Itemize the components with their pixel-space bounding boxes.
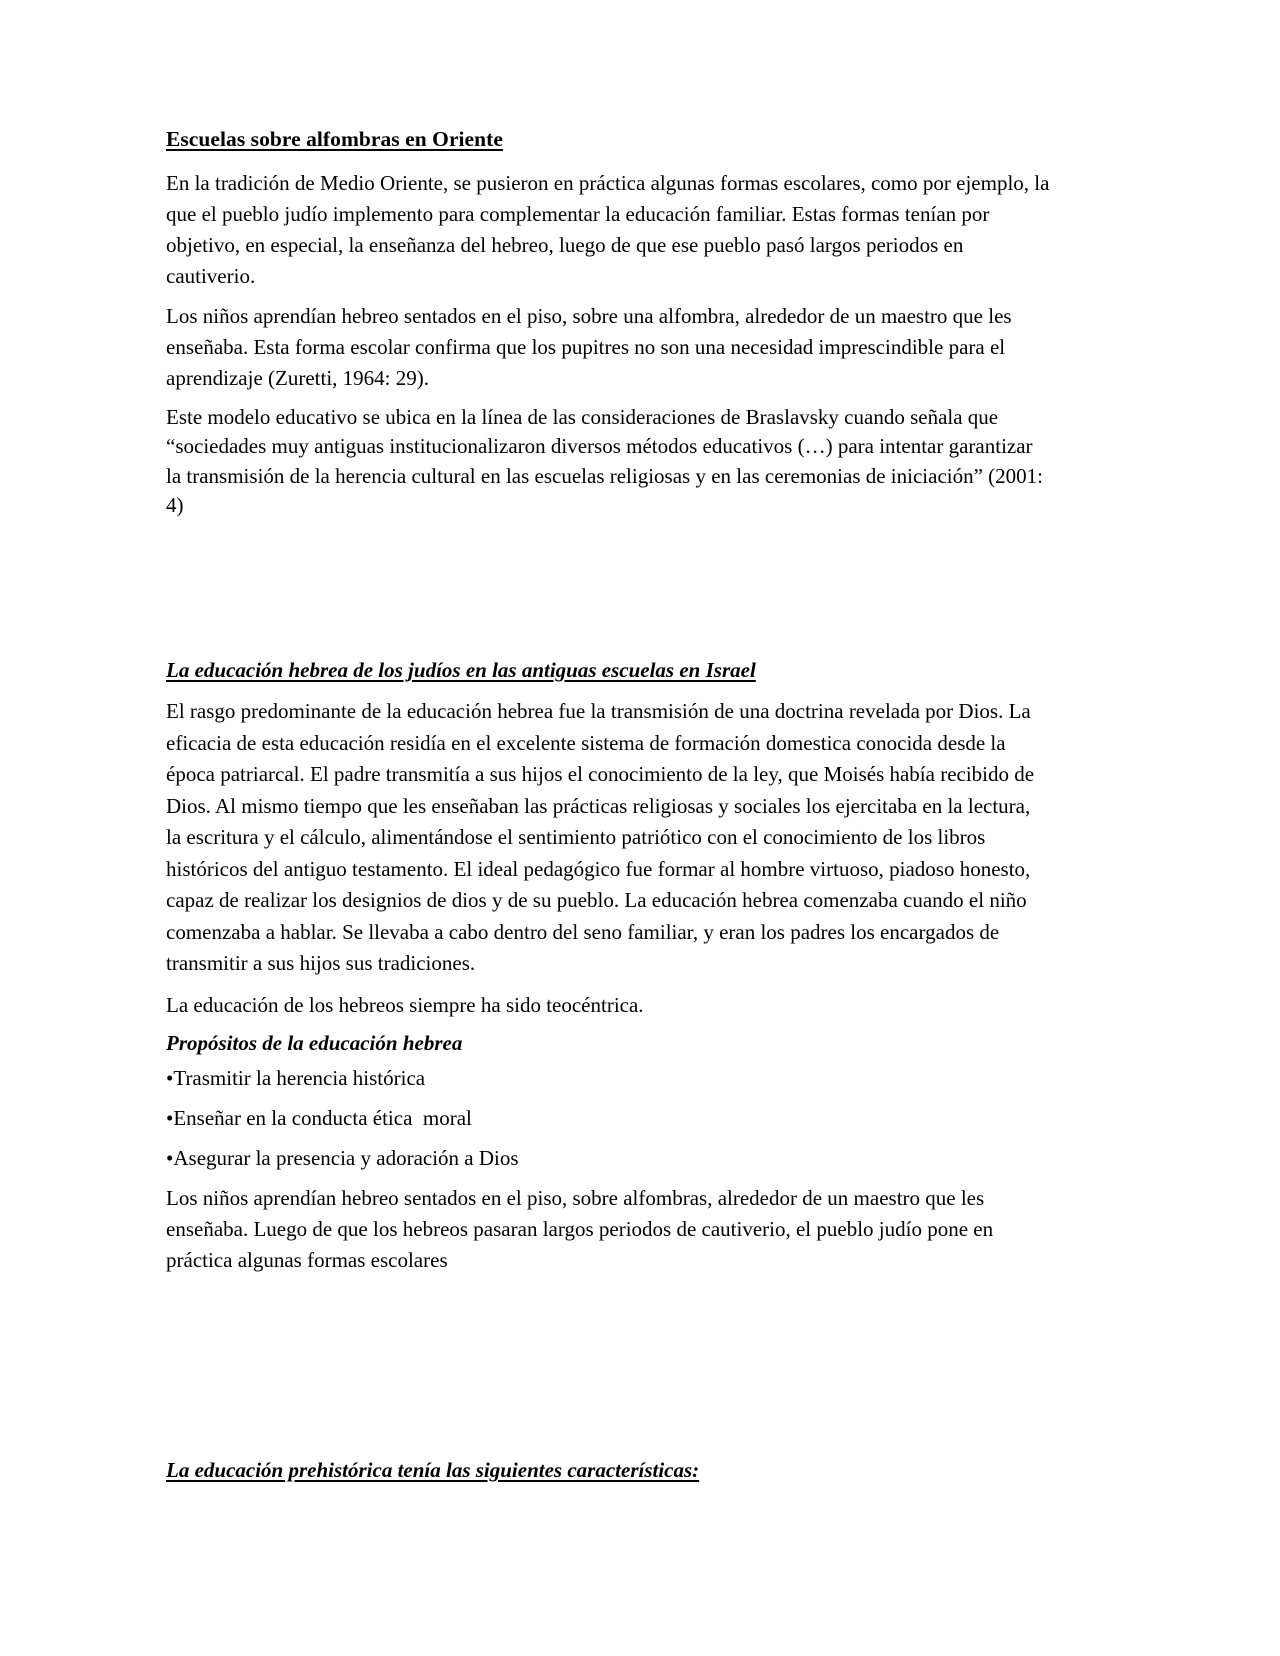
- paragraph-ninos-aprendian-alfombras-repeat: Los niños aprendían hebreo sentados en el piso, sobre alfombras, alrededor de un maestro que les enseñaba. Luego de que los hebreos pasaran largos periodos de cautiverio, el pueblo judío pone en práctica algunas formas escolares: [166, 1186, 999, 1273]
- list-item: •Enseñar en la conducta ética moral: [166, 1106, 472, 1131]
- section-heading-propositos-educacion-hebrea: Propósitos de la educación hebrea: [166, 1030, 463, 1055]
- heading-text: Escuelas sobre alfombras en Oriente: [166, 127, 503, 151]
- section-heading-escuelas-sobre-alfombras: [166, 126, 1050, 154]
- heading-text: La educación hebrea de los judíos en las antiguas escuelas en Israel: [166, 657, 756, 682]
- paragraph-rasgo-predominante: El rasgo predominante de la educación hebrea fue la transmisión de una doctrina revelada por Dios. La eficacia de esta educación residía en el excelente sistema de formación domestica conocida desde la época patriarcal. El padre transmitía a sus hijos el conocimiento de la ley, que Moisés había recibido de Dios. Al mismo tiempo que les enseñaban las prácticas religiosas y sociales los ejercitaba en la lectura, la escritura y el cálculo, alimentándose el sentimiento patriótico con el conocimiento de los libros históricos del antiguo testamento. El ideal pedagógico fue formar al hombre virtuoso, piadoso honesto, capaz de realizar los designios de dios y de su pueblo. La educación hebrea comenzaba cuando el niño comenzaba a hablar. Se llevaba a cabo dentro del seno familiar, y eran los padres los encargados de transmitir a sus hijos sus tradiciones.: [166, 699, 1040, 976]
- list-item: •Trasmitir la herencia histórica: [166, 1066, 426, 1091]
- paragraph-teocentrica: La educación de los hebreos siempre ha sido teocéntrica.: [166, 992, 644, 1017]
- section-heading-educacion-prehistorica: [166, 1457, 1050, 1484]
- section-spacer-one: [166, 529, 1050, 657]
- section-heading-educacion-hebrea-israel: [166, 657, 1050, 684]
- paragraph-ninos-aprendian-alfombra: Los niños aprendían hebreo sentados en el piso, sobre una alfombra, alrededor de un maestro que les enseñaba. Esta forma escolar confirma que los pupitres no son una necesidad imprescindible para el aprendizaje (Zuretti, 1964: 29).: [166, 303, 1017, 390]
- paragraph-tradicion-medio-oriente: En la tradición de Medio Oriente, se pusieron en práctica algunas formas escolares, como por ejemplo, la que el pueblo judío implemento para complementar la educación familiar. Estas formas tenían por objetivo, en especial, la enseñanza del hebreo, luego de que ese pueblo pasó largos periodos en cautiverio.: [166, 170, 1055, 288]
- heading-text: La educación prehistórica tenía las siguientes características:: [166, 1458, 700, 1483]
- paragraph-modelo-educativo-braslavsky: Este modelo educativo se ubica en la línea de las consideraciones de Braslavsky cuando señala que “sociedades muy antiguas institucionalizaron diversos métodos educativos (…) para intentar garantizar la transmisión de la herencia cultural en las escuelas religiosas y en las ceremonias de iniciación” (2001: 4): [166, 404, 1049, 518]
- section-spacer-two: [166, 1285, 1050, 1457]
- document-body: [166, 126, 1055, 1496]
- list-item: •Asegurar la presencia y adoración a Dios: [166, 1146, 519, 1171]
